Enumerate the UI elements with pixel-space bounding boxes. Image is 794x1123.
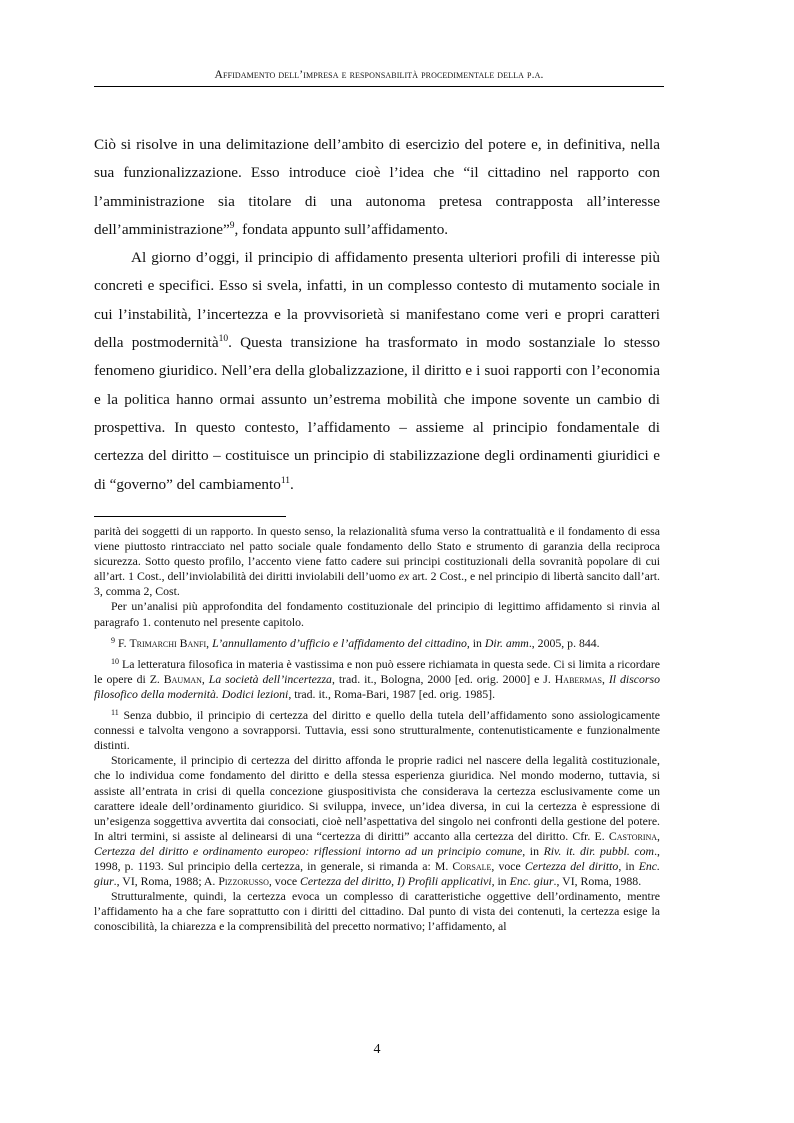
body-paragraph-2-text-mid: . Questa transizione ha trasformato in modo sostanziale lo stesso fenomeno giuridico. Nell’era della globalizzazione, il diritto e i suoi rapporti con l’economia e la politica hanno ormai assunto un’estrema mobilità che impone sovente un cambio di prospettiva. In questo contesto, l’affidamento – assieme al principio fondamentale di certezza del diritto – costituisce un principio di stabilizzazione degli ordinamenti giuridici e di “governo” del cambiamento bbox=[94, 334, 661, 493]
footnote-text: , bbox=[201, 671, 209, 686]
author-name: Pizzorusso bbox=[218, 874, 269, 889]
footnote-11-paragraph-2 bbox=[94, 753, 660, 889]
footnote-ref-10[interactable]: 10 bbox=[218, 334, 229, 345]
footnote-text: , bbox=[657, 828, 660, 843]
footnote-italic: ex bbox=[398, 569, 410, 584]
footnote-text: ., VI, Roma, 1988. bbox=[553, 874, 642, 889]
footnote-text: in bbox=[494, 874, 510, 889]
author-name: Bauman bbox=[163, 671, 202, 686]
work-title: Certezza del diritto e ordinamento europeo: riflessioni intorno ad un principio comune bbox=[94, 843, 523, 858]
footnote-11 bbox=[94, 708, 660, 753]
footnote-text: , voce bbox=[268, 874, 301, 889]
footnote-text: ., VI, Roma, 1988; A. bbox=[113, 874, 219, 889]
running-header bbox=[94, 68, 664, 81]
footnote-continuation bbox=[94, 524, 660, 599]
footnote-ref-11[interactable]: 11 bbox=[280, 475, 290, 486]
footnotes bbox=[94, 524, 660, 934]
footnote-number: 11 bbox=[111, 708, 119, 718]
footnote-text: , bbox=[206, 635, 213, 650]
journal-title: Riv. it. dir. pubbl. com bbox=[543, 843, 655, 858]
journal-title: Enc. giur bbox=[509, 874, 554, 889]
footnote-10 bbox=[94, 657, 660, 702]
running-header-title: Affidamento dell’impresa e responsabilità procedimentale della p.a. bbox=[214, 68, 544, 81]
author-name: Corsale bbox=[452, 858, 492, 873]
footnote-number: 9 bbox=[111, 635, 115, 645]
footnote-text: , trad. it., Bologna, 2000 [ed. orig. 2000] e J. bbox=[331, 671, 555, 686]
footnote-text: , in bbox=[522, 843, 544, 858]
main-text bbox=[94, 131, 660, 499]
footnote-text: , in bbox=[466, 635, 485, 650]
work-title: La società dell’incertezza bbox=[208, 671, 332, 686]
author-name: Castorina bbox=[608, 828, 658, 843]
work-title: Certezza del diritto bbox=[524, 858, 619, 873]
header-rule bbox=[94, 86, 664, 87]
body-paragraph-1-text-end: , fondata appunto sull’affidamento. bbox=[234, 220, 449, 238]
footnote-text: ., 2005, p. 844. bbox=[528, 635, 600, 650]
footnote-continuation-2: Per un’analisi più approfondita del fondamento costituzionale del principio di legittimo affidamento si rinvia al paragrafo 1. contenuto nel presente capitolo. bbox=[94, 599, 660, 629]
footnote-text: F. bbox=[115, 635, 130, 650]
work-title: Certezza del diritto, I) Profili applicativi, bbox=[300, 874, 495, 889]
author-name: Habermas bbox=[554, 671, 602, 686]
author-name: Trimarchi Banfi bbox=[129, 635, 207, 650]
footnote-text: parità dei soggetti di un rapporto. In questo senso, la relazionalità sfuma verso la contrattualità e il fondamento di essa viene piuttosto rintracciato nel patto sociale quale fondamento dello Stato e strumento di garanzia della reciproca sicurezza. Sotto questo profilo, l’accento viene fatto cadere sui principi costituzionali della sovranità popolare di cui all’art. 1 Cost., dell’inviolabilità dei diritti inviolabili dell’uomo bbox=[94, 524, 660, 584]
footnote-text: Storicamente, il principio di certezza del diritto affonda le proprie radici nel nascere della legalità costituzionale, che lo individua come fondamento del diritto e della stessa esperienza giuridica. Nel mondo moderno, tuttavia, si assiste all’entrata in crisi di quella concezione giuspositivista che considerava la certezza esclusivamente come un carattere ideale dell’ordinamento giuridico. Si sviluppa, invece, un’idea diversa, in cui la certezza è espressione di un’esigenza soggettiva avvertita dai consociati, cioè nell’aspettativa del singolo nei confronti della gestione del potere. In altri termini, si assiste al delinearsi di una “certezza di diritti” accanto alla certezza del diritto. Cfr. E. bbox=[94, 753, 660, 843]
work-title: Il discorso filosofico della modernità. Dodici lezioni bbox=[94, 671, 660, 701]
footnote-text: , voce bbox=[491, 858, 525, 873]
body-paragraph-2-text-end: . bbox=[289, 475, 294, 493]
body-paragraph-2-text: Al giorno d’oggi, il principio di affidamento presenta ulteriori profili di interesse più concreti e specifici. Esso si svela, infatti, in un complesso contesto di mutamento sociale in cui l’instabilità, l’incertezza e la provvisorietà si manifestano come veri e propri caratteri della postmodernità bbox=[94, 249, 660, 352]
body-paragraph-2 bbox=[94, 244, 660, 499]
footnote-11-paragraph-3: Strutturalmente, quindi, la certezza evoca un complesso di caratteristiche oggettive dell’ordinamento, mentre l’affidamento ha a che fare soprattutto con i diritti del cittadino. Dal punto di vista dei contenuti, la certezza esige la conoscibilità, la chiarezza e la comprensibilità del precetto normativo; l’affidamento, al bbox=[94, 889, 660, 934]
work-title: L’annullamento d’ufficio e l’affidamento del cittadino bbox=[212, 635, 467, 650]
footnote-text: La letteratura filosofica in materia è vastissima e non può essere richiamata in questa sede. Ci si limita a ricordare le opere di Z. bbox=[94, 656, 660, 686]
footnote-text: Senza dubbio, il principio di certezza del diritto e quello della tutela dell’affidamento sono assiologicamente connessi e talvolta vengono a sovrapporsi. Tuttavia, essi sono strutturalmente, contenutisticamente e funzionalmente distinti. bbox=[94, 708, 660, 753]
journal-title: Dir. amm bbox=[484, 635, 529, 650]
footnote-text: ., 1998, p. 1193. Sul principio della certezza, in generale, si rimanda a: M. bbox=[94, 843, 660, 873]
footnote-number: 10 bbox=[111, 656, 119, 666]
footnote-text: art. 2 Cost., e nel principio di libertà sancito dall’art. 3, comma 2, Cost. bbox=[94, 569, 660, 599]
footnote-9 bbox=[94, 636, 660, 651]
footnote-text: , in bbox=[618, 858, 639, 873]
footnote-separator bbox=[94, 516, 286, 517]
page-number: 4 bbox=[373, 1042, 381, 1057]
footnote-text: , bbox=[601, 671, 609, 686]
footnote-ref-9[interactable]: 9 bbox=[229, 220, 235, 231]
journal-title: Enc. giur bbox=[94, 858, 660, 889]
body-paragraph-1 bbox=[94, 131, 660, 244]
body-paragraph-1-text: Ciò si risolve in una delimitazione dell’ambito di esercizio del potere e, in definitiva, nella sua funzionalizzazione. Esso introduce cioè l’idea che “il cittadino nel rapporto con l’amministrazione sia titolare di una autonoma pretesa contrapposta all’interesse dell’amministrazione” bbox=[94, 136, 660, 238]
footnote-text: , trad. it., Roma-Bari, 1987 [ed. orig. 1985]. bbox=[288, 686, 496, 701]
